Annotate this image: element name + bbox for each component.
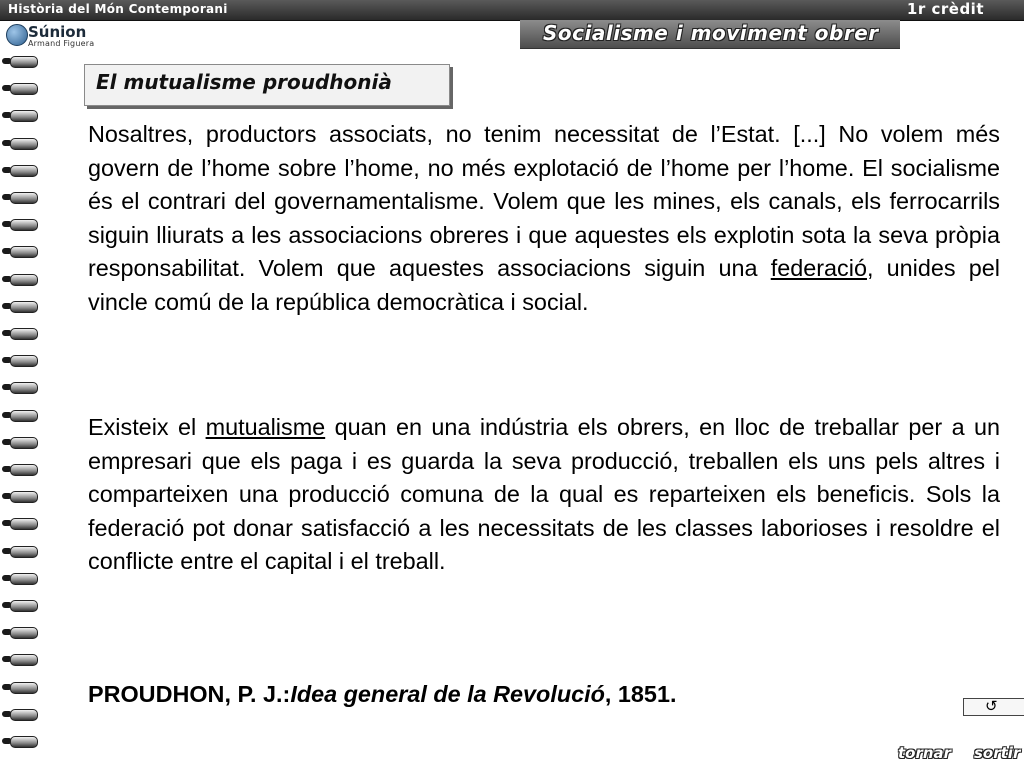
header-bar [0,0,1024,21]
spiral-ring [2,627,38,639]
ring-loop [10,355,38,367]
spiral-ring [2,355,38,367]
return-arrow-icon[interactable]: ↺ [985,697,998,715]
spiral-ring [2,219,38,231]
underlined-term-mutualisme: mutualisme [205,414,326,440]
ring-loop [10,410,38,422]
logo-subtitle: Armand Figuera [28,39,95,48]
ring-loop [10,464,38,476]
ring-loop [10,192,38,204]
spiral-ring [2,600,38,612]
paragraph-text: Existeix el [88,414,206,440]
ring-loop [10,709,38,721]
spiral-ring [2,546,38,558]
logo-name: Súnion [28,23,87,41]
spiral-ring [2,246,38,258]
citation-year: , 1851. [604,681,677,707]
spiral-ring [2,301,38,313]
ring-loop [10,736,38,748]
ring-loop [10,110,38,122]
spiral-ring [2,491,38,503]
course-title: Història del Món Contemporani [8,2,228,16]
spiral-ring [2,274,38,286]
citation-author: PROUDHON, P. J.: [88,681,291,707]
ring-loop [10,56,38,68]
explanation-paragraph [88,411,1000,579]
spiral-ring [2,682,38,694]
ring-loop [10,654,38,666]
spiral-ring [2,138,38,150]
spiral-ring [2,56,38,68]
sunion-logo [6,22,116,50]
ring-loop [10,83,38,95]
sortir-link[interactable]: sortir [974,744,1021,762]
ring-loop [10,165,38,177]
ring-loop [10,219,38,231]
spiral-ring [2,464,38,476]
ring-loop [10,382,38,394]
spiral-ring [2,410,38,422]
tornar-link[interactable]: tornar [898,744,952,762]
credit-label: 1r crèdit [906,0,984,18]
ring-loop [10,573,38,585]
spiral-ring [2,437,38,449]
ring-loop [10,491,38,503]
citation-work: Idea general de la Revolució [290,681,605,707]
paragraph-text: , unides pel vincle comú de la república democràtica i social. [88,255,1001,315]
ring-loop [10,600,38,612]
source-citation [88,681,676,708]
topic-title: Socialisme i moviment obrer [543,21,879,45]
section-title: El mutualisme proudhonià [96,70,392,94]
quote-paragraph [88,118,1000,320]
spiral-ring [2,328,38,340]
spiral-ring [2,83,38,95]
spiral-ring [2,192,38,204]
ring-loop [10,546,38,558]
spiral-ring [2,382,38,394]
ring-loop [10,627,38,639]
ring-loop [10,138,38,150]
spiral-ring [2,110,38,122]
ring-loop [10,518,38,530]
paragraph-text: Nosaltres, productors associats, no tenim necessitat de l’Estat. [...] No volem més govern de l’home sobre l’home, no més explotació de l’home per l’home. El socialisme és el contrari del governamentalisme. Volem que les mines, els canals, els ferrocarrils siguin lliurats a les associacions obreres i que aquestes els explotin sota la seva pròpia responsabilitat. Volem que aquestes associacions siguin una [88,121,1000,282]
ring-loop [10,274,38,286]
spiral-ring [2,654,38,666]
logo-mark-icon [6,24,28,46]
underlined-term-federacio: federació [770,255,867,282]
ring-loop [10,437,38,449]
spiral-ring [2,573,38,585]
binder-spiral [0,50,42,768]
ring-loop [10,246,38,258]
paragraph-text: quan en una indústria els obrers, en lloc de treballar per a un empresari que els paga i es guarda la seva producció, treballen els uns pels altres i comparteixen una producció comuna de la qual es reparteixen els beneficis. Sols la federació pot donar satisfacció a les necessitats de les classes laborioses i resoldre el conflicte entre el capital i el treball. [88,414,1000,575]
ring-loop [10,682,38,694]
ring-loop [10,301,38,313]
spiral-ring [2,518,38,530]
spiral-ring [2,736,38,748]
spiral-ring [2,165,38,177]
ring-loop [10,328,38,340]
spiral-ring [2,709,38,721]
